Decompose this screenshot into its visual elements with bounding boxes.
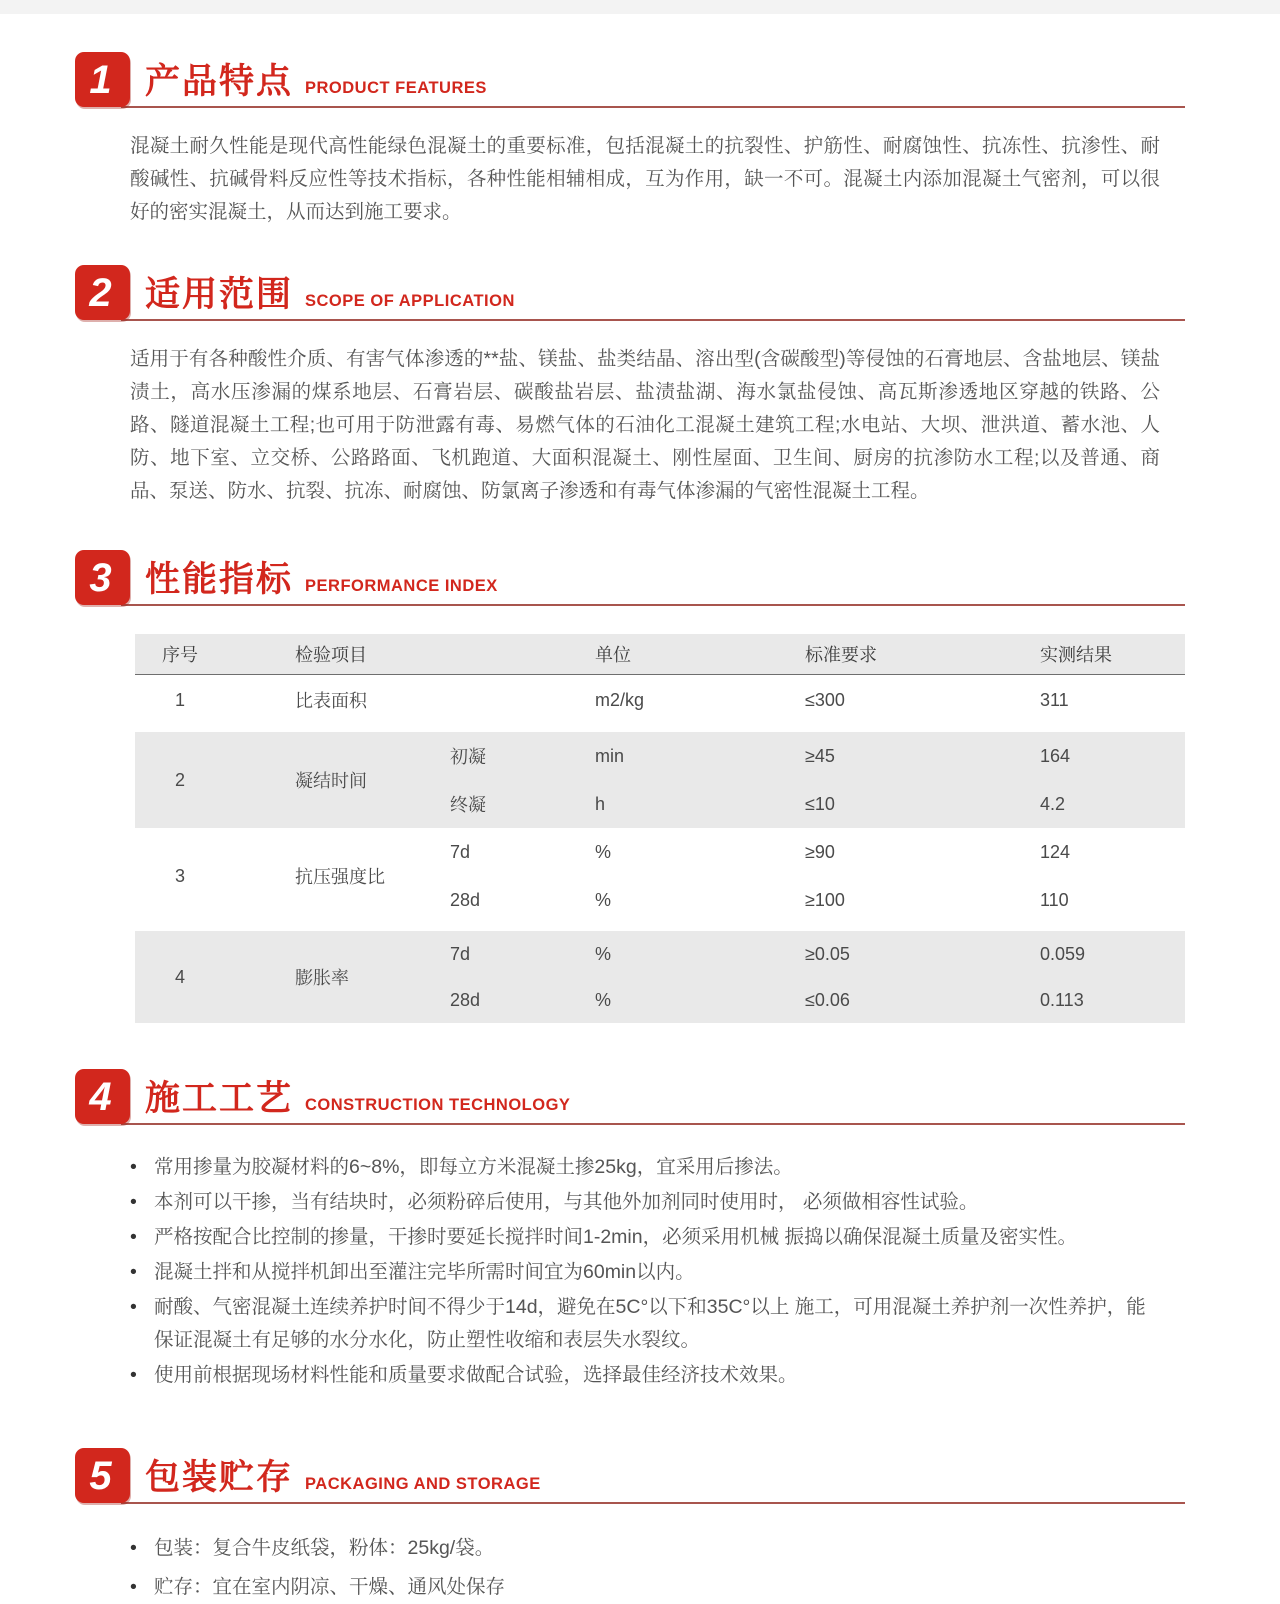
section-underline <box>121 1502 1185 1504</box>
bullet-dot-icon: • <box>130 1364 137 1386</box>
page-top-strip <box>0 0 1280 14</box>
cell-sub: 7d <box>450 841 471 862</box>
col-header-requirement: 标准要求 <box>805 645 877 665</box>
cell-requirement: ≤300 <box>805 689 845 710</box>
table-row <box>135 931 1185 1023</box>
section-number-badge <box>75 52 130 107</box>
product-features-text: 混凝土耐久性能是现代高性能绿色混凝土的重要标准，包括混凝土的抗裂性、护筋性、耐腐蚀性、抗冻性、抗渗性、耐酸碱性、抗碱骨料反应性等技术指标，各种性能相辅相成，互为作用，缺一不可。混凝土内添加混凝土气密剂，可以很好的密实混凝土，从而达到施工要求。 <box>130 135 1160 223</box>
section-underline <box>121 604 1185 606</box>
cell-unit: % <box>595 841 612 862</box>
section-title: 施工工艺 <box>145 1079 294 1118</box>
cell-sub <box>405 675 555 725</box>
cell-result: 0.113 <box>1040 989 1084 1010</box>
section-number-badge <box>75 1448 130 1503</box>
list-item-text: 本剂可以干掺，当有结块时，必须粉碎后使用，与其他外加剂同时使用时， 必须做相容性试验。 <box>154 1191 979 1213</box>
section-subtitle: PERFORMANCE INDEX <box>305 577 498 595</box>
section-scope <box>75 265 1185 508</box>
cell-sub: 终凝 <box>450 795 486 815</box>
section-number: 1 <box>89 57 112 102</box>
cell-no: 3 <box>174 865 185 886</box>
col-header-result: 实测结果 <box>1040 645 1112 665</box>
section-underline <box>121 1123 1185 1125</box>
construction-bullet-list <box>75 1151 1185 1392</box>
list-item <box>130 1221 1160 1254</box>
cell-requirement: ≤10 <box>805 793 835 814</box>
section-number-badge <box>75 1069 130 1124</box>
section-performance-index <box>75 550 1185 1023</box>
page-content <box>0 52 1280 1604</box>
section-subtitle: PRODUCT FEATURES <box>305 79 487 97</box>
section-header <box>75 550 1185 612</box>
cell-no: 2 <box>174 769 185 790</box>
section-title: 性能指标 <box>145 560 294 599</box>
bullet-dot-icon: • <box>130 1261 137 1283</box>
col-header-unit: 单位 <box>595 645 631 665</box>
table-header-row <box>135 634 1185 675</box>
cell-requirement: ≥0.05 <box>805 943 850 964</box>
cell-result: 4.2 <box>1040 793 1066 814</box>
list-item-text: 严格按配合比控制的掺量，干掺时要延长搅拌时间1-2min，必须采用机械 振捣以确保混凝土质量及密实性。 <box>154 1226 1078 1248</box>
col-header-item: 检验项目 <box>295 645 367 665</box>
section-number: 2 <box>89 270 112 315</box>
cell-requirement: ≥100 <box>805 889 845 910</box>
cell-requirement: ≤0.06 <box>805 989 850 1010</box>
col-header-spacer <box>405 634 555 674</box>
section-packaging <box>75 1448 1185 1604</box>
list-item <box>130 1359 1160 1392</box>
list-item <box>130 1571 1160 1604</box>
cell-requirement: ≥90 <box>805 841 835 862</box>
cell-sub: 28d <box>450 889 481 910</box>
section-number: 5 <box>89 1453 112 1498</box>
performance-table <box>135 634 1185 1023</box>
cell-unit: % <box>595 943 612 964</box>
cell-sub: 28d <box>450 989 481 1010</box>
list-item <box>130 1151 1160 1184</box>
list-item-text: 贮存：宜在室内阴凉、干燥、通风处保存 <box>154 1576 506 1598</box>
list-item <box>130 1256 1160 1289</box>
table-row <box>135 828 1185 924</box>
bullet-dot-icon: • <box>130 1296 137 1318</box>
bullet-dot-icon: • <box>130 1191 137 1213</box>
list-item-text: 使用前根据现场材料性能和质量要求做配合试验，选择最佳经济技术效果。 <box>154 1364 798 1386</box>
cell-sub: 初凝 <box>450 747 486 767</box>
bullet-dot-icon: • <box>130 1156 137 1178</box>
cell-no: 1 <box>174 689 185 710</box>
list-item <box>130 1532 1160 1565</box>
list-item-text: 混凝土拌和从搅拌机卸出至灌注完毕所需时间宜为60min以内。 <box>154 1261 695 1283</box>
bullet-dot-icon: • <box>130 1576 137 1598</box>
cell-item: 凝结时间 <box>295 771 367 791</box>
packaging-bullet-list <box>75 1532 1185 1604</box>
cell-requirement: ≥45 <box>805 745 835 766</box>
section-number: 4 <box>89 1074 112 1119</box>
cell-result: 0.059 <box>1040 943 1086 964</box>
cell-result: 311 <box>1040 689 1069 710</box>
table-row <box>135 732 1185 828</box>
cell-item: 膨胀率 <box>295 968 349 988</box>
section-number-badge <box>75 550 130 605</box>
cell-item: 比表面积 <box>295 691 367 711</box>
list-item <box>130 1186 1160 1219</box>
list-item-text: 耐酸、气密混凝土连续养护时间不得少于14d，避免在5C°以下和35C°以上 施工，可用混凝土养护剂一次性养护，能保证混凝土有足够的水分水化，防止塑性收缩和表层失水裂纹。 <box>154 1296 1146 1351</box>
table-row <box>135 675 1185 725</box>
cell-item: 抗压强度比 <box>295 867 385 887</box>
cell-unit: % <box>595 989 612 1010</box>
section-title: 适用范围 <box>145 275 294 314</box>
cell-result: 164 <box>1040 745 1071 766</box>
cell-unit: h <box>595 793 606 814</box>
section-product-features <box>75 52 1185 229</box>
section-subtitle: CONSTRUCTION TECHNOLOGY <box>305 1096 571 1114</box>
cell-no: 4 <box>174 966 185 987</box>
bullet-dot-icon: • <box>130 1537 137 1559</box>
bullet-dot-icon: • <box>130 1226 137 1248</box>
list-item-text: 常用掺量为胶凝材料的6~8%，即每立方米混凝土掺25kg，宜采用后掺法。 <box>154 1156 793 1178</box>
section-header <box>75 1448 1185 1510</box>
list-item-text: 包装：复合牛皮纸袋，粉体：25kg/袋。 <box>154 1537 495 1559</box>
cell-result: 110 <box>1040 889 1069 910</box>
section-construction <box>75 1069 1185 1392</box>
section-subtitle: PACKAGING AND STORAGE <box>305 1475 541 1493</box>
cell-unit: m2/kg <box>595 689 645 710</box>
section-underline <box>121 106 1185 108</box>
cell-sub: 7d <box>450 943 471 964</box>
cell-unit: min <box>595 745 625 766</box>
section-header <box>75 265 1185 327</box>
section-header <box>75 52 1185 114</box>
cell-unit: % <box>595 889 612 910</box>
scope-text: 适用于有各种酸性介质、有害气体渗透的**盐、镁盐、盐类结晶、溶出型(含碳酸型)等侵蚀的石膏地层、含盐地层、镁盐渍土，高水压渗漏的煤系地层、石膏岩层、碳酸盐岩层、盐渍盐湖、海水氯盐侵蚀、高瓦斯渗透地区穿越的铁路、公路、隧道混凝土工程;也可用于防泄露有毒、易燃气体的石油化工混凝土建筑工程;水电站、大坝、泄洪道、蓄水池、人防、地下室、立交桥、公路路面、飞机跑道、大面积混凝土、刚性屋面、卫生间、厨房的抗渗防水工程;以及普通、商品、泵送、防水、抗裂、抗冻、耐腐蚀、防氯离子渗透和有毒气体渗漏的气密性混凝土工程。 <box>130 348 1160 502</box>
section-number-badge <box>75 265 130 320</box>
section-subtitle: SCOPE OF APPLICATION <box>305 292 515 310</box>
section-title: 包装贮存 <box>145 1458 294 1497</box>
col-header-no: 序号 <box>162 645 198 665</box>
section-underline <box>121 319 1185 321</box>
cell-result: 124 <box>1040 841 1071 862</box>
section-header <box>75 1069 1185 1131</box>
section-title: 产品特点 <box>145 62 294 101</box>
list-item <box>130 1291 1160 1357</box>
section-number: 3 <box>89 555 112 600</box>
